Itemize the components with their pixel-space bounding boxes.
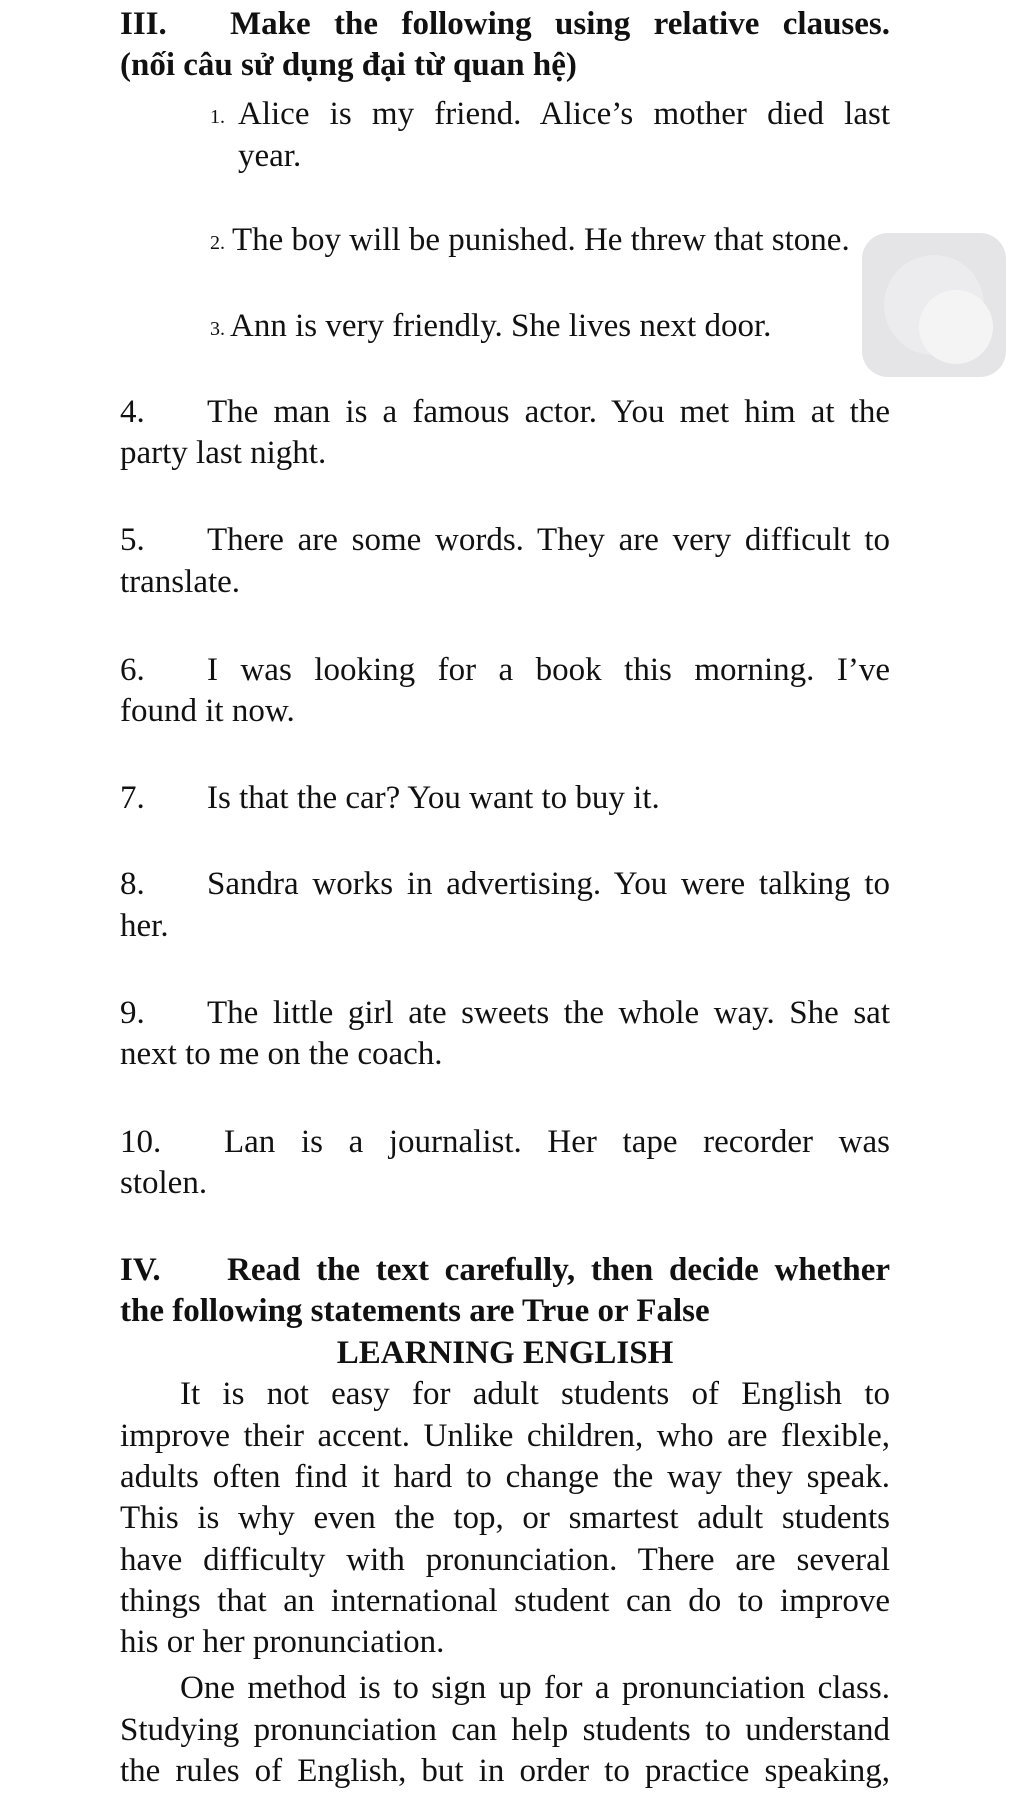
list-item-text: translate. [120,564,241,600]
section-number: IV. [120,1252,161,1288]
passage-line: the rules of English, but in order to practice speaking, [120,1753,890,1789]
list-item-text: found it now. [120,693,295,729]
assistive-touch-icon [884,255,984,355]
item-number: 3. [210,318,225,340]
list-item-text: I was looking for a book this morning. I’ve [207,652,890,688]
section-title: Read the text carefully, then decide whether [227,1252,890,1288]
item-number: 7. [120,780,145,816]
passage-line: things that an international student can do to improve [120,1583,890,1619]
list-item-text: stolen. [120,1165,208,1201]
passage-line: This is why even the top, or smartest adult students [120,1500,890,1536]
list-item-text: next to me on the coach. [120,1036,443,1072]
passage-line: It is not easy for adult students of English to [180,1376,890,1412]
passage-heading: LEARNING ENGLISH [336,1335,674,1371]
list-item-text: The little girl ate sweets the whole way. She sat [207,995,890,1031]
section-title-continued: the following statements are True or False [120,1293,710,1329]
list-item-text: her. [120,908,169,944]
list-item-text: Ann is very friendly. She lives next door. [230,308,772,344]
list-item-text: Lan is a journalist. Her tape recorder was [224,1124,890,1160]
item-number: 8. [120,866,145,902]
list-item-text: Is that the car? You want to buy it. [207,780,660,816]
passage-line: his or her pronunciation. [120,1624,445,1660]
passage-line: Studying pronunciation can help students to understand [120,1712,890,1748]
section-title: Make the following using relative clauses. [230,6,890,42]
list-item-text: There are some words. They are very difficult to [207,522,890,558]
assistive-touch-button[interactable] [862,233,1006,377]
passage-line: One method is to sign up for a pronunciation class. [180,1670,890,1706]
item-number: 6. [120,652,145,688]
list-item-text: Sandra works in advertising. You were talking to [207,866,890,902]
item-number: 2. [210,232,225,254]
section-subtitle: (nối câu sử dụng đại từ quan hệ) [120,47,577,83]
passage-line: improve their accent. Unlike children, who are flexible, [120,1418,890,1454]
list-item-text: year. [238,138,302,174]
passage-line: adults often find it hard to change the way they speak. [120,1459,890,1495]
assistive-touch-icon-core [919,290,993,364]
list-item-text: The man is a famous actor. You met him at the [207,394,890,430]
item-number: 9. [120,995,145,1031]
list-item-text: The boy will be punished. He threw that stone. [232,222,850,258]
item-number: 10. [120,1124,162,1160]
item-number: 5. [120,522,145,558]
section-number: III. [120,6,167,42]
list-item-text: party last night. [120,435,327,471]
item-number: 1. [210,106,225,128]
list-item-text: Alice is my friend. Alice’s mother died last [238,96,890,132]
passage-line: have difficulty with pronunciation. There are several [120,1542,890,1578]
item-number: 4. [120,394,145,430]
